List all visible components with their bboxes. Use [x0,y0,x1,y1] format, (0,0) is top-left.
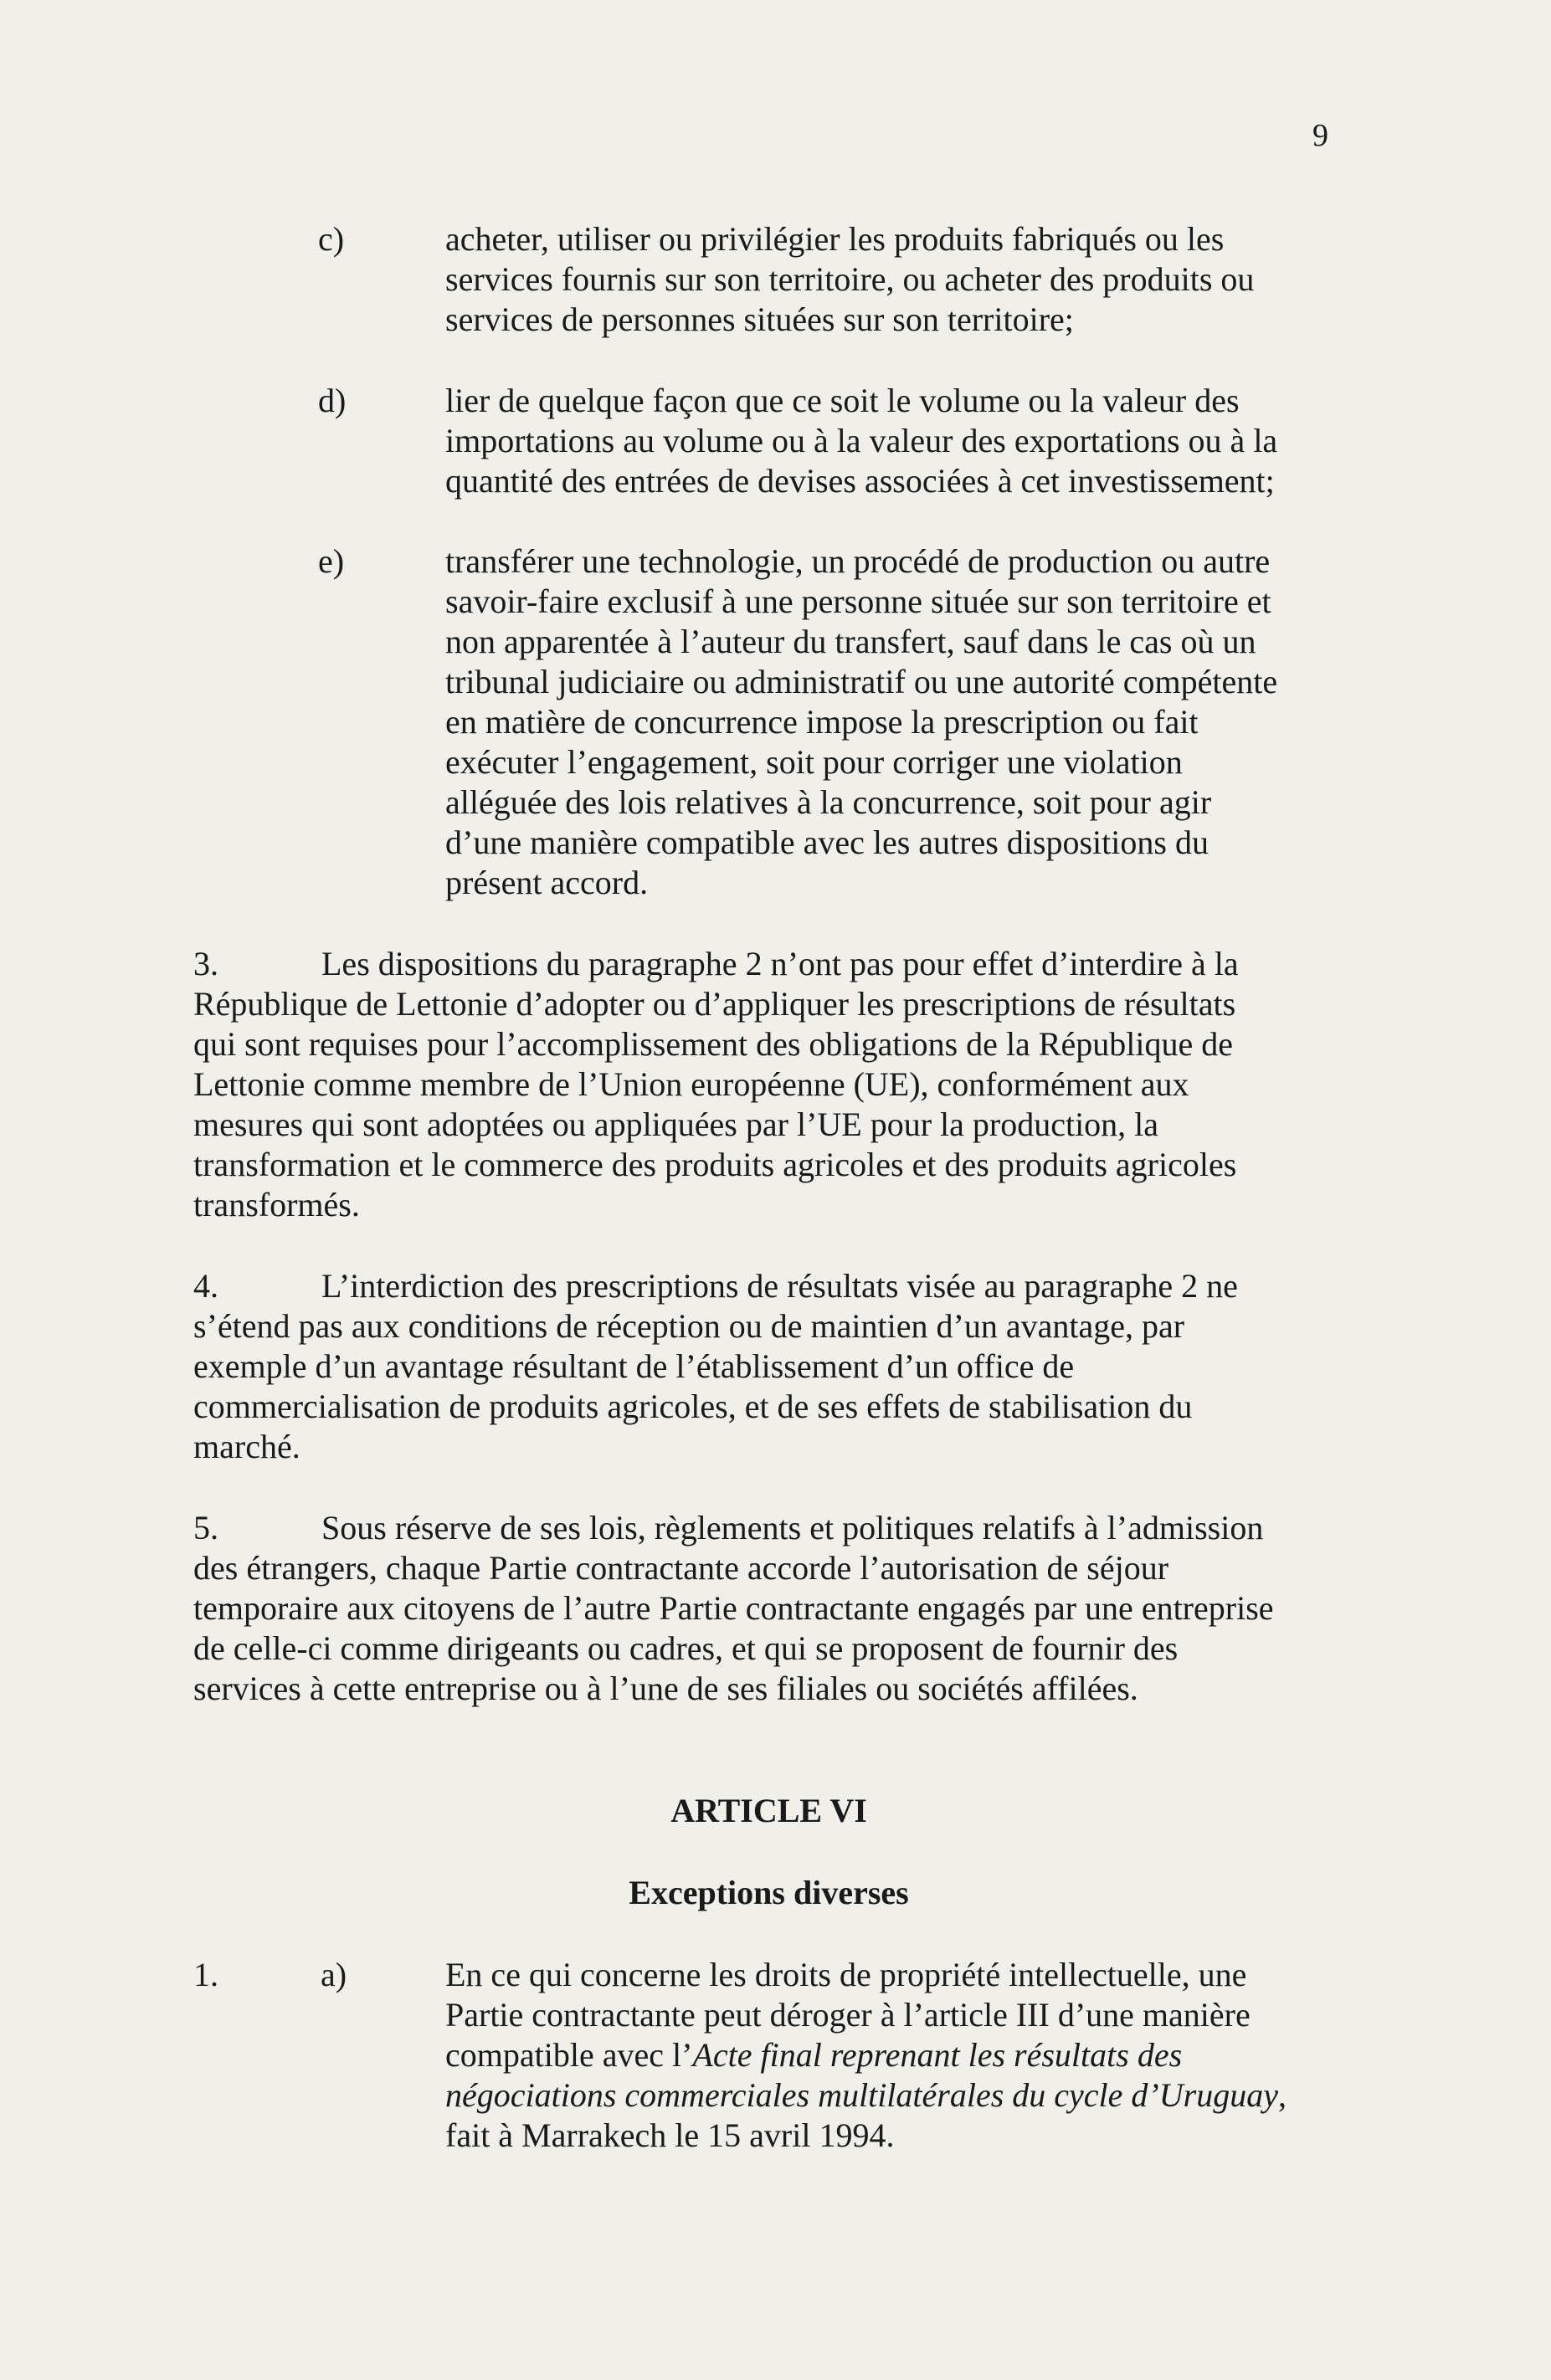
page-number: 9 [1312,118,1328,153]
article-item-text [445,1955,1333,2156]
sub-item-text: acheter, utiliser ou privilégier les produits fabriqués ou les services fournis sur son territoire, ou acheter des produits ou services de personnes situées sur son territoire; [445,220,1255,338]
article-item-text-italic: Acte final reprenant les résultats des négociations commerciales multilatérales du cycle d’Uruguay [445,2036,1278,2114]
sub-item-text: transférer une technologie, un procédé de production ou autre savoir-faire exclusif à une personne située sur son territoire et non apparentée à l’auteur du transfert, sauf dans le cas où un tribunal judiciaire ou administratif ou une autorité compétente en matière de concurrence impose la prescription ou fait exécuter l’engagement, soit pour corriger une violation alléguée des lois relatives à la concurrence, soit pour agir d’une manière compatible avec les autres dispositions du présent accord. [445,542,1278,901]
sub-item-letter: d) [318,382,347,419]
sub-item-text: lier de quelque façon que ce soit le volume ou la valeur des importations au volume ou à la valeur des exportations ou à la quantité des entrées de devises associées à cet investissement; [445,382,1278,500]
paragraph-text: Les dispositions du paragraphe 2 n’ont pas pour effet d’interdire à la République de Lettonie d’adopter ou d’appliquer les prescriptions de résultats qui sont requises pour l’accomplissement des obligations de la République de Lettonie comme membre de l’Union européenne (UE), conformément aux mesures qui sont adoptées ou appliquées par l’UE pour la production, la transformation et le commerce des produits agricoles et des produits agricoles transformés. [193,945,1239,1223]
paragraph-number: 4. [193,1267,218,1305]
sub-item-letter: e) [318,542,345,580]
article-item-text-before: En ce qui concerne les droits de propriété intellectuelle, une Partie contractante peut déroger à l’article III d’une manière compatible avec l’ [445,1956,1251,2074]
article-item-number: 1. [193,1956,218,1993]
article-item-text-after: , fait à Marrakech le 15 avril 1994. [445,2076,1287,2154]
paragraph-number: 3. [193,945,218,982]
article-subheading: Exceptions diverses [629,1874,909,1911]
paragraph-4 [193,1266,1315,1467]
article-heading: ARTICLE VI [670,1792,867,1829]
paragraph-3 [193,944,1315,1225]
paragraph-number: 5. [193,1509,218,1546]
sub-item-letter: c) [318,220,345,258]
paragraph-text: L’interdiction des prescriptions de résultats visée au paragraphe 2 ne s’étend pas aux conditions de réception ou de maintien d’un avantage, par exemple d’un avantage résultant de l’établissement d’un office de commercialisation de produits agricoles, et de ses effets de stabilisation du marché. [193,1267,1238,1465]
paragraph-5 [193,1508,1315,1709]
paragraph-text: Sous réserve de ses lois, règlements et politiques relatifs à l’admission des étrangers, chaque Partie contractante accorde l’autorisation de séjour temporaire aux citoyens de l’autre Partie contractante engagés par une entreprise de celle-ci comme dirigeants ou cadres, et qui se proposent de fournir des services à cette entreprise ou à l’une de ses filiales ou sociétés affilées. [193,1509,1274,1707]
article-item-letter: a) [321,1956,347,1993]
